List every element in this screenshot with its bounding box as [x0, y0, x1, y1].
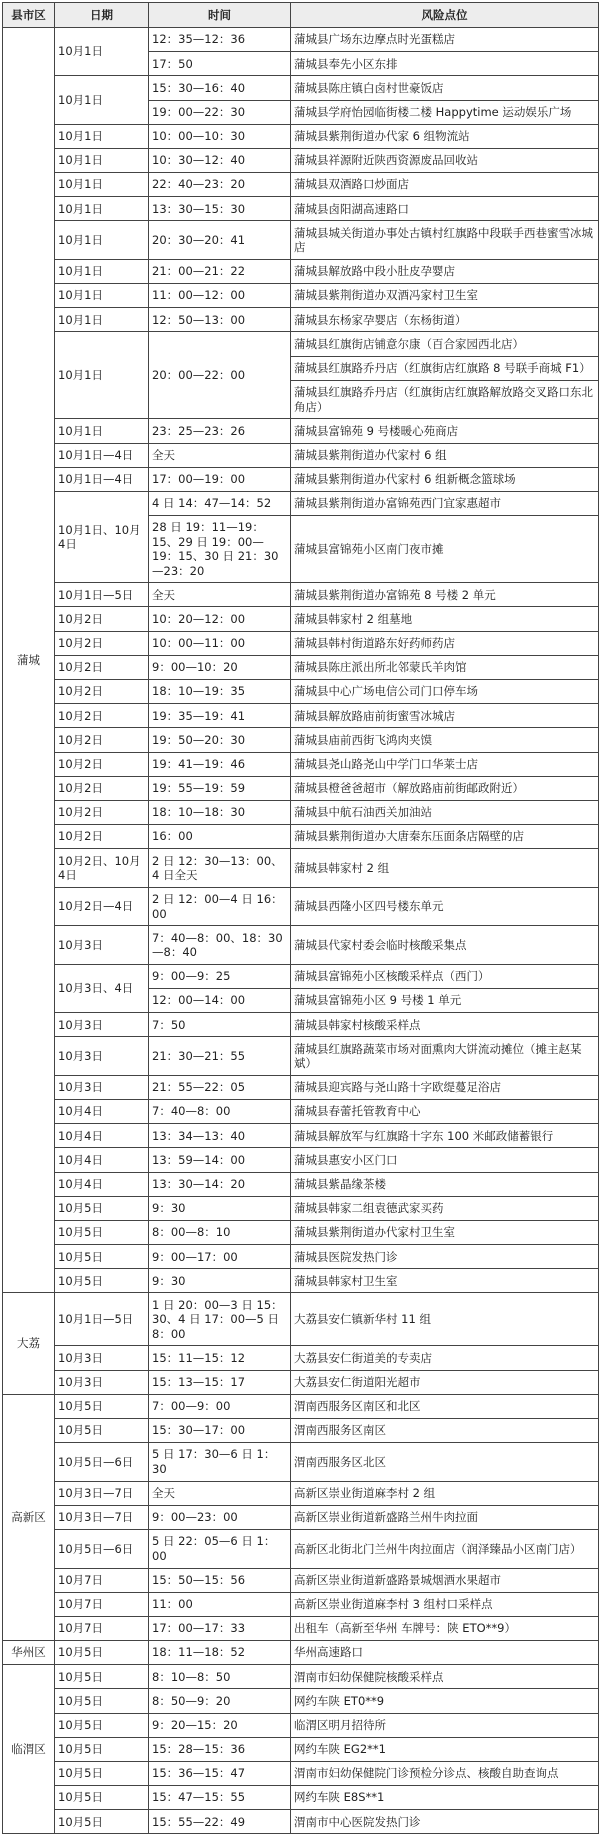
time-cell: 21：00—21：22	[149, 259, 291, 283]
date-cell: 10月1日	[55, 148, 149, 172]
table-row	[3, 1100, 599, 1124]
place-cell: 蒲城县尧山路尧山中学门口华莱士店	[291, 752, 599, 776]
table-row	[3, 1568, 599, 1592]
date-cell: 10月1日	[55, 173, 149, 197]
place-cell: 蒲城县双酒路口炒面店	[291, 173, 599, 197]
date-cell: 10月3日	[55, 1346, 149, 1370]
time-cell: 8：00—8：10	[149, 1220, 291, 1244]
time-cell: 18：10—18：30	[149, 800, 291, 824]
time-cell: 22：40—23：20	[149, 173, 291, 197]
time-cell: 21：55—22：05	[149, 1075, 291, 1099]
table-row	[3, 419, 599, 443]
table-body	[3, 28, 599, 1834]
place-cell: 蒲城县紫荆街道办双酒冯家村卫生室	[291, 284, 599, 308]
table-row	[3, 1689, 599, 1713]
place-cell: 蒲城县学府怡园临街楼二楼 Happytime 运动娱乐广场	[291, 100, 599, 124]
place-cell: 蒲城县城关街道办事处古镇村红旗路中段联手西巷蜜雪冰城店	[291, 221, 599, 260]
place-cell: 蒲城县韩家村 2 组墓地	[291, 607, 599, 631]
date-cell: 10月4日	[55, 1100, 149, 1124]
time-cell: 11：00—12：00	[149, 284, 291, 308]
date-cell: 10月5日	[55, 1418, 149, 1442]
date-cell: 10月1日—4日	[55, 467, 149, 491]
date-cell: 10月5日	[55, 1641, 149, 1665]
time-cell: 9：30	[149, 1269, 291, 1293]
place-cell: 蒲城县富锦苑 9 号楼暖心苑商店	[291, 419, 599, 443]
date-cell: 10月5日—6日	[55, 1529, 149, 1568]
date-cell: 10月5日	[55, 1269, 149, 1293]
time-cell: 19：41—19：46	[149, 752, 291, 776]
place-cell: 高新区崇业街道麻李村 3 组村口采样点	[291, 1592, 599, 1616]
table-row	[3, 800, 599, 824]
time-cell: 20：30—20：41	[149, 221, 291, 260]
table-row	[3, 849, 599, 888]
place-cell: 蒲城县东杨家孕婴店（东杨街道）	[291, 308, 599, 332]
time-cell: 12：35—12：36	[149, 28, 291, 52]
date-cell: 10月4日	[55, 1172, 149, 1196]
time-cell: 5 日 22：05—6 日 1：00	[149, 1529, 291, 1568]
time-cell: 15：11—15：12	[149, 1346, 291, 1370]
place-cell: 蒲城县韩家二组袁德武家买药	[291, 1196, 599, 1220]
table-row	[3, 887, 599, 926]
table-row	[3, 443, 599, 467]
place-cell: 渭南西服务区南区	[291, 1418, 599, 1442]
place-cell: 出租车（高新至华州 车牌号：陕 ETO**9）	[291, 1616, 599, 1640]
time-cell: 2 日 12：00—4 日 16：00	[149, 887, 291, 926]
place-cell: 高新区北街北门兰州牛肉拉面店（润泽臻品小区南门店）	[291, 1529, 599, 1568]
time-cell: 15：36—15：47	[149, 1761, 291, 1785]
table-row	[3, 1172, 599, 1196]
table-row	[3, 776, 599, 800]
date-cell: 10月7日	[55, 1616, 149, 1640]
time-cell: 7：40—8：00、18：30—8：40	[149, 926, 291, 965]
table-row	[3, 1370, 599, 1394]
time-cell: 10：20—12：00	[149, 607, 291, 631]
table-row	[3, 308, 599, 332]
date-cell: 10月5日	[55, 1786, 149, 1810]
time-cell: 15：50—15：56	[149, 1568, 291, 1592]
place-cell: 蒲城县韩家村 2 组	[291, 849, 599, 888]
table-row	[3, 704, 599, 728]
time-cell: 21：30—21：55	[149, 1037, 291, 1076]
place-cell: 蒲城县卤阳湖高速路口	[291, 197, 599, 221]
time-cell: 7：40—8：00	[149, 1100, 291, 1124]
date-cell: 10月5日—6日	[55, 1443, 149, 1482]
table-row	[3, 332, 599, 356]
county-cell: 华州区	[3, 1641, 55, 1665]
table-row	[3, 1810, 599, 1834]
header-date: 日期	[55, 3, 149, 28]
table-row	[3, 1737, 599, 1761]
date-cell: 10月5日	[55, 1220, 149, 1244]
table-row	[3, 1786, 599, 1810]
place-cell: 蒲城县紫荆街道办代家村 6 组新概念篮球场	[291, 467, 599, 491]
time-cell: 17：00—17：33	[149, 1616, 291, 1640]
place-cell: 网约车陕 ET0**9	[291, 1689, 599, 1713]
table-row	[3, 491, 599, 515]
date-cell: 10月2日	[55, 728, 149, 752]
place-cell: 蒲城县陈庄镇白卤村世豪饭店	[291, 76, 599, 100]
time-cell: 9：20—15：20	[149, 1713, 291, 1737]
table-row	[3, 1013, 599, 1037]
place-cell: 渭南市中心医院发热门诊	[291, 1810, 599, 1834]
date-cell: 10月1日	[55, 124, 149, 148]
place-cell: 蒲城县医院发热门诊	[291, 1245, 599, 1269]
table-row	[3, 680, 599, 704]
time-cell: 19：55—19：59	[149, 776, 291, 800]
place-cell: 蒲城县红旗路乔丹店（红旗街店红旗路 8 号联手商城 F1）	[291, 356, 599, 380]
header-place: 风险点位	[291, 3, 599, 28]
place-cell: 蒲城县祥源附近陕西资源废品回收站	[291, 148, 599, 172]
date-cell: 10月1日	[55, 221, 149, 260]
place-cell: 蒲城县紫荆街道办代家村 6 组	[291, 443, 599, 467]
place-cell: 网约车陕 EG2**1	[291, 1737, 599, 1761]
time-cell: 11：00	[149, 1592, 291, 1616]
place-cell: 高新区崇业街道新盛路景城烟酒水果超市	[291, 1568, 599, 1592]
date-cell: 10月1日	[55, 76, 149, 124]
place-cell: 蒲城县广场东边摩点时光蛋糕店	[291, 28, 599, 52]
date-cell: 10月5日	[55, 1761, 149, 1785]
place-cell: 蒲城县紫荆街道办代家 6 组物流站	[291, 124, 599, 148]
place-cell: 渭南市妇幼保健院门诊预检分诊点、核酸自助查询点	[291, 1761, 599, 1785]
date-cell: 10月2日	[55, 825, 149, 849]
table-row	[3, 1592, 599, 1616]
time-cell: 9：00—10：20	[149, 655, 291, 679]
table-row	[3, 752, 599, 776]
place-cell: 网约车陕 E8S**1	[291, 1786, 599, 1810]
date-cell: 10月3日	[55, 1037, 149, 1076]
date-cell: 10月2日	[55, 776, 149, 800]
time-cell: 10：00—11：00	[149, 631, 291, 655]
time-cell: 8：10—8：50	[149, 1665, 291, 1689]
place-cell: 蒲城县韩家村卫生室	[291, 1269, 599, 1293]
date-cell: 10月3日	[55, 1013, 149, 1037]
place-cell: 华州高速路口	[291, 1641, 599, 1665]
time-cell: 13：59—14：00	[149, 1148, 291, 1172]
time-cell: 13：30—15：30	[149, 197, 291, 221]
place-cell: 蒲城县奉先小区东排	[291, 52, 599, 76]
place-cell: 蒲城县红旗街店铺意尔康（百合家园西北店）	[291, 332, 599, 356]
table-row	[3, 1394, 599, 1418]
place-cell: 蒲城县解放路庙前街蜜雪冰城店	[291, 704, 599, 728]
date-cell: 10月2日	[55, 800, 149, 824]
place-cell: 渭南西服务区北区	[291, 1443, 599, 1482]
date-cell: 10月2日	[55, 680, 149, 704]
time-cell: 9：00—9：25	[149, 964, 291, 988]
table-row	[3, 1075, 599, 1099]
table-row	[3, 1124, 599, 1148]
time-cell: 12：50—13：00	[149, 308, 291, 332]
place-cell: 蒲城县陈庄派出所北邻蒙氏羊肉馆	[291, 655, 599, 679]
table-row	[3, 76, 599, 100]
place-cell: 大荔县安仁镇新华村 11 组	[291, 1293, 599, 1346]
time-cell: 15：13—15：17	[149, 1370, 291, 1394]
date-cell: 10月5日	[55, 1689, 149, 1713]
header-time: 时间	[149, 3, 291, 28]
place-cell: 蒲城县橙爸爸超市（解放路庙前街邮政附近）	[291, 776, 599, 800]
place-cell: 蒲城县韩村街道路东好药师药店	[291, 631, 599, 655]
place-cell: 蒲城县惠安小区门口	[291, 1148, 599, 1172]
date-cell: 10月5日	[55, 1196, 149, 1220]
place-cell: 蒲城县庙前西街飞鸿肉夹馍	[291, 728, 599, 752]
table-row	[3, 607, 599, 631]
place-cell: 蒲城县解放路中段小肚皮孕婴店	[291, 259, 599, 283]
date-cell: 10月3日—7日	[55, 1481, 149, 1505]
date-cell: 10月1日—5日	[55, 1293, 149, 1346]
place-cell: 蒲城县迎宾路与尧山路十字欧缇蔓足浴店	[291, 1075, 599, 1099]
place-cell: 大荔县安仁街道美的专卖店	[291, 1346, 599, 1370]
date-cell: 10月5日	[55, 1737, 149, 1761]
date-cell: 10月1日—4日	[55, 443, 149, 467]
place-cell: 蒲城县富锦苑小区核酸采样点（西门）	[291, 964, 599, 988]
place-cell: 高新区崇业街道新盛路兰州牛肉拉面	[291, 1505, 599, 1529]
time-cell: 7：50	[149, 1013, 291, 1037]
table-row	[3, 467, 599, 491]
date-cell: 10月2日—4日	[55, 887, 149, 926]
date-cell: 10月5日	[55, 1665, 149, 1689]
county-cell: 临渭区	[3, 1665, 55, 1834]
date-cell: 10月4日	[55, 1124, 149, 1148]
place-cell: 蒲城县红旗路乔丹店（红旗街店红旗路解放路交叉路口东北角店）	[291, 380, 599, 419]
time-cell: 4 日 14：47—14：52	[149, 491, 291, 515]
date-cell: 10月1日、10月4日	[55, 491, 149, 582]
time-cell: 15：28—15：36	[149, 1737, 291, 1761]
table-row	[3, 1641, 599, 1665]
date-cell: 10月1日	[55, 259, 149, 283]
time-cell: 15：30—16：40	[149, 76, 291, 100]
table-row	[3, 1481, 599, 1505]
time-cell: 18：11—18：52	[149, 1641, 291, 1665]
time-cell: 17：00—19：00	[149, 467, 291, 491]
date-cell: 10月1日	[55, 284, 149, 308]
date-cell: 10月1日	[55, 419, 149, 443]
place-cell: 蒲城县中心广场电信公司门口停车场	[291, 680, 599, 704]
table-row	[3, 1196, 599, 1220]
table-row	[3, 1761, 599, 1785]
table-row	[3, 221, 599, 260]
date-cell: 10月3日	[55, 926, 149, 965]
table-row	[3, 631, 599, 655]
time-cell: 13：30—14：20	[149, 1172, 291, 1196]
time-cell: 19：50—20：30	[149, 728, 291, 752]
time-cell: 9：30	[149, 1196, 291, 1220]
date-cell: 10月7日	[55, 1568, 149, 1592]
place-cell: 蒲城县春蕾托管教育中心	[291, 1100, 599, 1124]
date-cell: 10月5日	[55, 1394, 149, 1418]
time-cell: 19：00—22：30	[149, 100, 291, 124]
table-row	[3, 1346, 599, 1370]
date-cell: 10月1日	[55, 332, 149, 419]
place-cell: 渭南西服务区南区和北区	[291, 1394, 599, 1418]
table-row	[3, 655, 599, 679]
date-cell: 10月2日	[55, 631, 149, 655]
county-cell: 大荔	[3, 1293, 55, 1394]
time-cell: 15：47—15：55	[149, 1786, 291, 1810]
table-row	[3, 1505, 599, 1529]
table-row	[3, 124, 599, 148]
time-cell: 17：50	[149, 52, 291, 76]
time-cell: 10：00—10：30	[149, 124, 291, 148]
date-cell: 10月5日	[55, 1713, 149, 1737]
table-row	[3, 583, 599, 607]
table-row	[3, 1529, 599, 1568]
time-cell: 19：35—19：41	[149, 704, 291, 728]
table-row	[3, 148, 599, 172]
place-cell: 蒲城县解放军与红旗路十字东 100 米邮政储蓄银行	[291, 1124, 599, 1148]
place-cell: 临渭区明月招待所	[291, 1713, 599, 1737]
table-row	[3, 728, 599, 752]
table-row	[3, 1148, 599, 1172]
place-cell: 蒲城县韩家村核酸采样点	[291, 1013, 599, 1037]
table-row	[3, 1293, 599, 1346]
county-cell: 蒲城	[3, 28, 55, 1293]
header-county: 县市区	[3, 3, 55, 28]
place-cell: 蒲城县紫荆街道办富锦苑西门宜家惠超市	[291, 491, 599, 515]
risk-location-table	[2, 2, 599, 1834]
table-row	[3, 173, 599, 197]
date-cell: 10月2日	[55, 607, 149, 631]
date-cell: 10月2日	[55, 752, 149, 776]
time-cell: 8：50—9：20	[149, 1689, 291, 1713]
date-cell: 10月7日	[55, 1592, 149, 1616]
place-cell: 蒲城县中航石油西关加油站	[291, 800, 599, 824]
time-cell: 2 日 12：30—13：00、4 日全天	[149, 849, 291, 888]
place-cell: 蒲城县西隆小区四号楼东单元	[291, 887, 599, 926]
place-cell: 蒲城县富锦苑小区南门夜市摊	[291, 516, 599, 583]
date-cell: 10月4日	[55, 1148, 149, 1172]
table-row	[3, 1616, 599, 1640]
time-cell: 全天	[149, 443, 291, 467]
date-cell: 10月1日—5日	[55, 583, 149, 607]
date-cell: 10月1日	[55, 28, 149, 76]
time-cell: 9：00—17：00	[149, 1245, 291, 1269]
place-cell: 蒲城县紫荆街道办大唐秦东压面条店隔壁的店	[291, 825, 599, 849]
time-cell: 18：10—19：35	[149, 680, 291, 704]
table-row	[3, 1037, 599, 1076]
table-row	[3, 197, 599, 221]
table-row	[3, 1443, 599, 1482]
place-cell: 蒲城县紫荆街道办代家村卫生室	[291, 1220, 599, 1244]
time-cell: 28 日 19：11—19：15、29 日 19：00—19：15、30 日 21：30—23：20	[149, 516, 291, 583]
table-row	[3, 964, 599, 988]
time-cell: 15：30—17：00	[149, 1418, 291, 1442]
table-row	[3, 1269, 599, 1293]
table-row	[3, 1418, 599, 1442]
time-cell: 全天	[149, 1481, 291, 1505]
time-cell: 13：34—13：40	[149, 1124, 291, 1148]
date-cell: 10月1日	[55, 197, 149, 221]
date-cell: 10月1日	[55, 308, 149, 332]
time-cell: 23：25—23：26	[149, 419, 291, 443]
table-row	[3, 1220, 599, 1244]
table-row	[3, 259, 599, 283]
date-cell: 10月2日、10月4日	[55, 849, 149, 888]
table-row	[3, 825, 599, 849]
place-cell: 渭南市妇幼保健院核酸采样点	[291, 1665, 599, 1689]
table-header-row	[3, 3, 599, 28]
time-cell: 20：00—22：00	[149, 332, 291, 419]
place-cell: 蒲城县紫晶缘茶楼	[291, 1172, 599, 1196]
date-cell: 10月2日	[55, 655, 149, 679]
time-cell: 10：30—12：40	[149, 148, 291, 172]
date-cell: 10月5日	[55, 1810, 149, 1834]
time-cell: 9：00—23：00	[149, 1505, 291, 1529]
time-cell: 15：55—22：49	[149, 1810, 291, 1834]
time-cell: 12：00—14：00	[149, 989, 291, 1013]
date-cell: 10月3日	[55, 1075, 149, 1099]
date-cell: 10月5日	[55, 1245, 149, 1269]
table-row	[3, 1713, 599, 1737]
table-row	[3, 1245, 599, 1269]
time-cell: 5 日 17：30—6 日 1：30	[149, 1443, 291, 1482]
date-cell: 10月3日、4日	[55, 964, 149, 1012]
place-cell: 高新区崇业街道麻李村 2 组	[291, 1481, 599, 1505]
date-cell: 10月2日	[55, 704, 149, 728]
table-row	[3, 1665, 599, 1689]
time-cell: 1 日 20：00—3 日 15：30、4 日 17：00—5 日 8：00	[149, 1293, 291, 1346]
date-cell: 10月3日	[55, 1370, 149, 1394]
table-row	[3, 926, 599, 965]
table-row	[3, 284, 599, 308]
place-cell: 大荔县安仁街道阳光超市	[291, 1370, 599, 1394]
time-cell: 7：00—9：00	[149, 1394, 291, 1418]
table-row	[3, 28, 599, 52]
county-cell: 高新区	[3, 1394, 55, 1640]
place-cell: 蒲城县紫荆街道办富锦苑 8 号楼 2 单元	[291, 583, 599, 607]
time-cell: 全天	[149, 583, 291, 607]
time-cell: 16：00	[149, 825, 291, 849]
place-cell: 蒲城县红旗路蔬菜市场对面熏肉大饼流动摊位（摊主赵某斌）	[291, 1037, 599, 1076]
date-cell: 10月3日—7日	[55, 1505, 149, 1529]
place-cell: 蒲城县代家村委会临时核酸采集点	[291, 926, 599, 965]
place-cell: 蒲城县富锦苑小区 9 号楼 1 单元	[291, 989, 599, 1013]
